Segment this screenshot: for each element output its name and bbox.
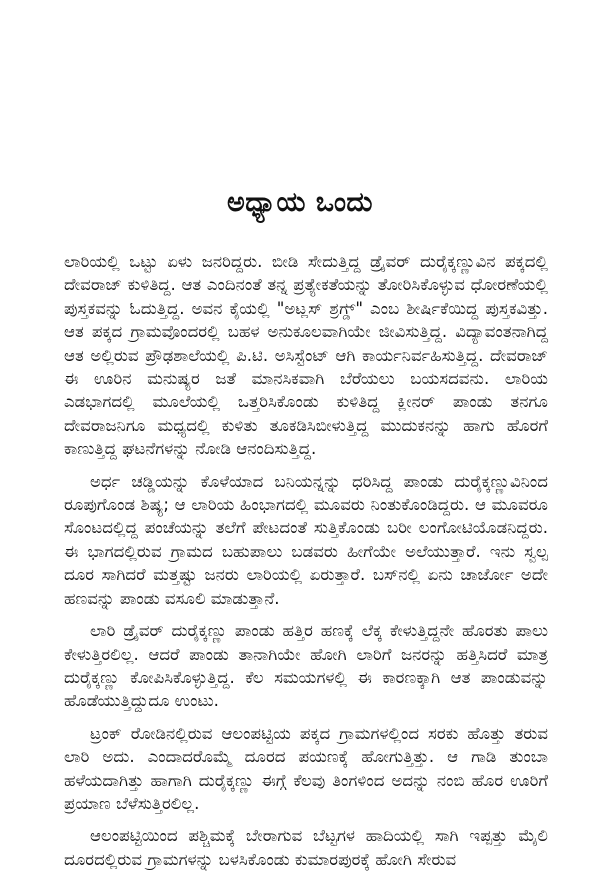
- paragraph-3: ಲಾರಿ ಡ್ರೈವರ್ ದುರೈಕ್ಕಣ್ಣು ಪಾಂಡು ಹತ್ತಿರ ಹಣಕ್ಕೆ ಲೆಕ್ಕ ಕೇಳುತ್ತಿದ್ದನೇ ಹೊರತು ಪಾಲು ಕೇಳುತ್ತಿರಲಿಲ್ಲ. ಆದರೆ ಪಾಂಡು ತಾನಾಗಿಯೇ ಹೋಗಿ ಲಾರಿಗೆ ಜನರನ್ನು ಹತ್ತಿಸಿದರೆ ಮಾತ್ರ ದುರೈಕ್ಕಣ್ಣು ಕೋಪಿಸಿಕೊಳ್ಳುತ್ತಿದ್ದ. ಕೆಲ ಸಮಯಗಳಲ್ಲಿ ಈ ಕಾರಣಕ್ಕಾಗಿ ಆತ ಪಾಂಡುವನ್ನು ಹೊಡೆಯುತ್ತಿದ್ದುದೂ ಉಂಟು.: [64, 621, 548, 711]
- paragraph-5: ಆಲಂಪಟ್ಟಿಯಿಂದ ಪಶ್ಚಿಮಕ್ಕೆ ಬೇರಾಗುವ ಬೆಟ್ಟಗಳ ಹಾದಿಯಲ್ಲಿ ಸಾಗಿ ಇಪ್ಪತ್ತು ಮೈಲಿ ದೂರದಲ್ಲಿರುವ ಗ್ರಾಮಗಳನ್ನು ಬಳಸಿಕೊಂಡು ಕುಮಾರಪುರಕ್ಕೆ ಹೋಗಿ ಸೇರುವ: [64, 826, 548, 869]
- paragraph-2: ಅರ್ಧ ಚಡ್ಡಿಯನ್ನು ಕೊಳೆಯಾದ ಬನಿಯನ್ನನ್ನು ಧರಿಸಿದ್ದ ಪಾಂಡು ದುರೈಕ್ಕಣ್ಣುವಿನಿಂದ ರೂಪುಗೊಂಡ ಶಿಷ್ಯ; ಆ ಲಾರಿಯ ಹಿಂಭಾಗದಲ್ಲಿ ಮೂವರು ನಿಂತುಕೊಂಡಿದ್ದರು. ಆ ಮೂವರೂ ಸೊಂಟದಲ್ಲಿದ್ದ ಪಂಚೆಯನ್ನು ತಲೆಗೆ ಪೇಟದಂತೆ ಸುತ್ತಿಕೊಂಡು ಬರೀ ಲಂಗೋಟಿಯೊಡನಿದ್ದರು. ಈ ಭಾಗದಲ್ಲಿರುವ ಗ್ರಾಮದ ಬಹುಪಾಲು ಬಡವರು ಹೀಗೆಯೇ ಅಲೆಯುತ್ತಾರೆ. ಇನು ಸ್ವಲ್ಪ ದೂರ ಸಾಗಿದರೆ ಮತ್ತಷ್ಟು ಜನರು ಲಾರಿಯಲ್ಲಿ ಏರುತ್ತಾರೆ. ಬಸ್‌ನಲ್ಲಿ ಏನು ಚಾರ್ಜೋ ಅದೇ ಹಣವನ್ನು ಪಾಂಡು ವಸೂಲಿ ಮಾಡುತ್ತಾನೆ.: [64, 471, 548, 608]
- paragraph-4: ಟ್ರಂಕ್ ರೋಡಿನಲ್ಲಿರುವ ಆಲಂಪಟ್ಟಿಯ ಪಕ್ಕದ ಗ್ರಾಮಗಳಲ್ಲಿಂದ ಸರಕು ಹೊತ್ತು ತರುವ ಲಾರಿ ಅದು. ಎಂದಾದರೊಮ್ಮೆ ದೂರದ ಪಯಣಕ್ಕೆ ಹೋಗುತ್ತಿತ್ತು. ಆ ಗಾಡಿ ತುಂಬಾ ಹಳೆಯದಾಗಿತ್ತು ಹಾಗಾಗಿ ದುರೈಕ್ಕಣ್ಣು ಈಗ್ಗೆ ಕೆಲವು ತಿಂಗಳಿಂದ ಅದನ್ನು ನಂಬಿ ಹೊರ ಊರಿಗೆ ಪ್ರಯಾಣ ಬೆಳೆಸುತ್ತಿರಲಿಲ್ಲ.: [64, 723, 548, 813]
- chapter-body: [64, 250, 548, 880]
- chapter-title: ಅಧ್ಯಾಯ ಒಂದು: [227, 187, 373, 218]
- paragraph-1: ಲಾರಿಯಲ್ಲಿ ಒಟ್ಟು ಏಳು ಜನರಿದ್ದರು. ಬೀಡಿ ಸೇದುತ್ತಿದ್ದ ಡ್ರೈವರ್ ದುರೈಕ್ಕಣ್ಣುವಿನ ಪಕ್ಕದಲ್ಲಿ ದೇವರಾಜ್ ಕುಳಿತಿದ್ದ. ಆತ ಎಂದಿನಂತೆ ತನ್ನ ಪ್ರತ್ಯೇಕತೆಯನ್ನು ತೋರಿಸಿಕೊಳ್ಳುವ ಧೋರಣೆಯಲ್ಲಿ ಪುಸ್ತಕವನ್ನು ಓದುತ್ತಿದ್ದ. ಅವನ ಕೈಯಲ್ಲಿ "ಅಟ್ಲಸ್ ಶ್ರಗ್ಡ್" ಎಂಬ ಶೀರ್ಷಿಕೆಯಿದ್ದ ಪುಸ್ತಕವಿತ್ತು. ಆತ ಪಕ್ಕದ ಗ್ರಾಮವೊಂದರಲ್ಲಿ ಬಹಳ ಅನುಕೂಲವಾಗಿಯೇ ಜೀವಿಸುತ್ತಿದ್ದ. ವಿದ್ಯಾವಂತನಾಗಿದ್ದ ಆತ ಅಲ್ಲಿರುವ ಪ್ರೌಢಶಾಲೆಯಲ್ಲಿ ಪಿ.ಟಿ. ಅಸಿಸ್ಟೆಂಟ್ ಆಗಿ ಕಾರ್ಯನಿರ್ವಹಿಸುತ್ತಿದ್ದ. ದೇವರಾಜ್ ಈ ಊರಿನ ಮನುಷ್ಯರ ಜತೆ ಮಾನಸಿಕವಾಗಿ ಬೆರೆಯಲು ಬಯಸದವನು. ಲಾರಿಯ ಎಡಭಾಗದಲ್ಲಿ ಮೂಲೆಯಲ್ಲಿ ಒತ್ತರಿಸಿಕೊಂಡು ಕುಳಿತಿದ್ದ ಕ್ಲೀನರ್ ಪಾಂಡು ತನಗೂ ದೇವರಾಜನಿಗೂ ಮಧ್ಯದಲ್ಲಿ ಕುಳಿತು ತೂಕಡಿಸಿಬೀಳುತ್ತಿದ್ದ ಮುದುಕನನ್ನು ಹಾಗು ಹೊರಗೆ ಕಾಣುತ್ತಿದ್ದ ಘಟನೆಗಳನ್ನು ನೋಡಿ ಆನಂದಿಸುತ್ತಿದ್ದ.: [64, 252, 548, 459]
